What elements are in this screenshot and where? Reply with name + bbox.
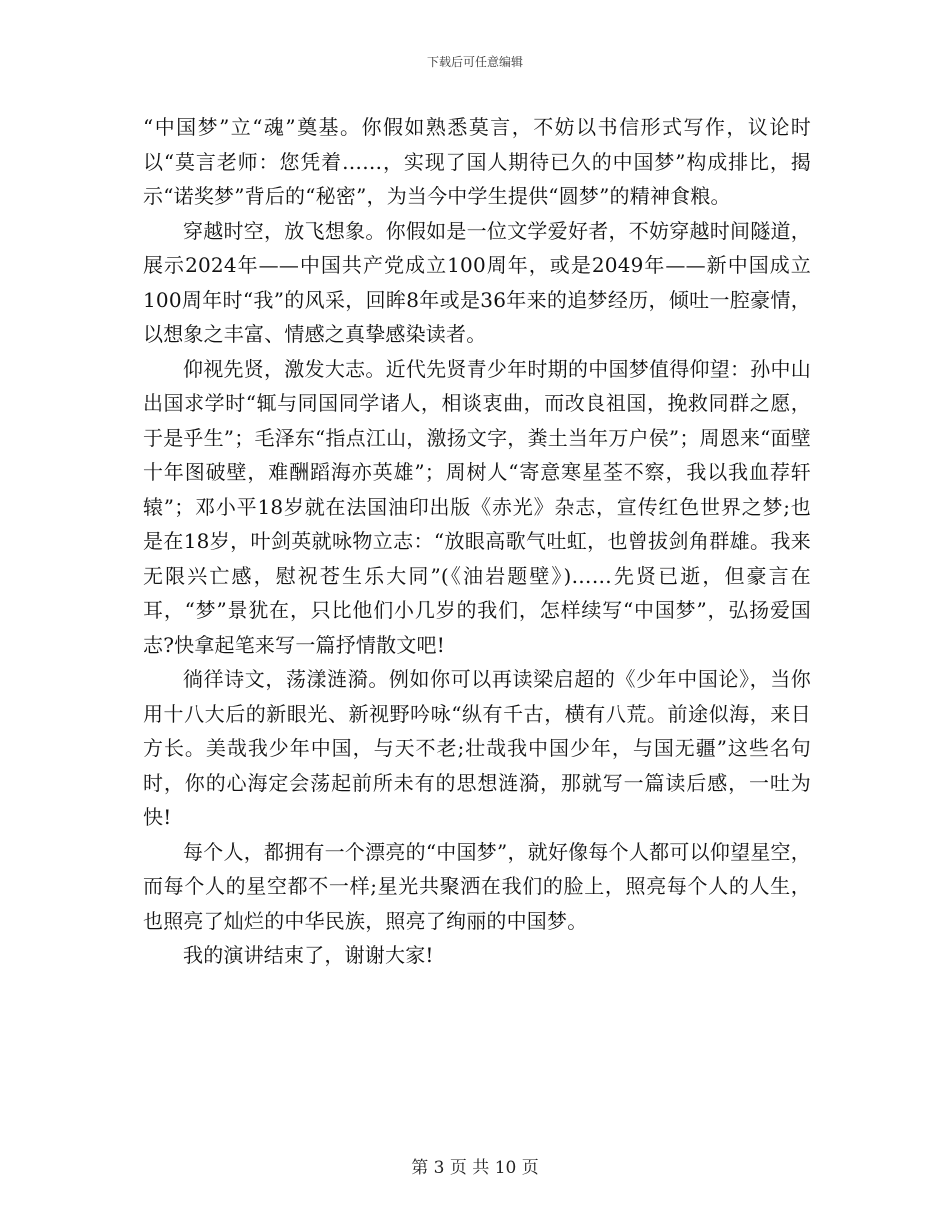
paragraph-look-up-to-sages: 仰视先贤，激发大志。近代先贤青少年时期的中国梦值得仰望：孙中山出国求学时“辄与同国同学诸人，相谈衷曲，而改良祖国，挽救同群之愿，于是乎生”；毛泽东“指点江山，激扬文字，粪土当年万户侯”；周恩来“面壁十年图破壁，难酬蹈海亦英雄”；周树人“寄意寒星荃不察，我以我血荐轩辕”；邓小平18岁就在法国油印出版《赤光》杂志，宣传红色世界之梦;也是在18岁，叶剑英就咏物立志：“放眼高歌气吐虹，也曾拔剑角群雄。我来无限兴亡感，慰祝苍生乐大同”(《油岩题壁》)……先贤已逝，但豪言在耳，“梦”景犹在，只比他们小几岁的我们，怎样续写“中国梦”，弘扬爱国志?快拿起笔来写一篇抒情散文吧!: [143, 356, 811, 657]
paragraph-chinese-dream-soul: “中国梦”立“魂”奠基。你假如熟悉莫言，不妨以书信形式写作，议论时以“莫言老师：您凭着……，实现了国人期待已久的中国梦”构成排比，揭示“诺奖梦”背后的“秘密”，为当今中学生提供“圆梦”的精神食粮。: [143, 115, 811, 208]
page-number: 第 3 页 共 10 页: [411, 1158, 539, 1178]
paragraph-travel-through-time: 穿越时空，放飞想象。你假如是一位文学爱好者，不妨穿越时间隧道，展示2024年——中国共产党成立100周年，或是2049年——新中国成立100周年时“我”的风采，回眸8年或是36年来的追梦经历，倾吐一腔豪情，以想象之丰富、情感之真挚感染读者。: [143, 218, 811, 346]
paragraph-wander-poetry: 徜徉诗文，荡漾涟漪。例如你可以再读梁启超的《少年中国论》，当你用十八大后的新眼光、新视野吟咏“纵有千古，横有八荒。前途似海，来日方长。美哉我少年中国，与天不老;壮哉我中国少年，与国无疆”这些名句时，你的心海定会荡起前所未有的思想涟漪，那就写一篇读后感，一吐为快!: [143, 667, 811, 829]
document-body: [143, 110, 811, 973]
paragraph-closing: 我的演讲结束了，谢谢大家!: [183, 943, 434, 967]
paragraph-everyone-has-dream: 每个人，都拥有一个漂亮的“中国梦”，就好像每个人都可以仰望星空，而每个人的星空都不一样;星光共聚洒在我们的脸上，照亮每个人的人生，也照亮了灿烂的中华民族，照亮了绚丽的中国梦。: [143, 839, 811, 933]
page-header: 下载后可任意编辑: [426, 55, 523, 69]
